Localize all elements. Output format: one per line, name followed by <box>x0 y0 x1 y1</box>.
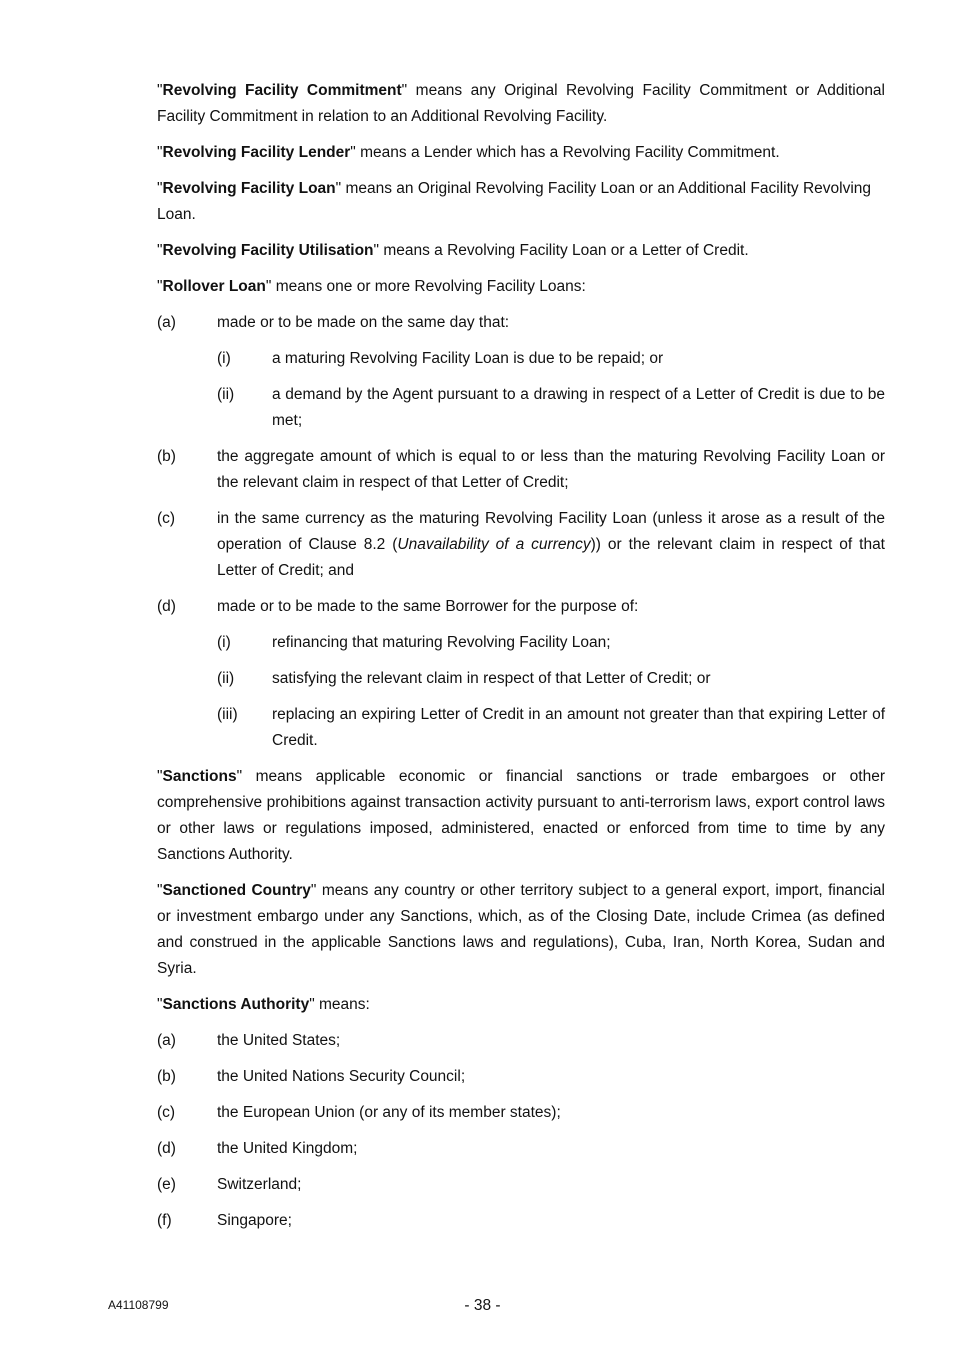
item-label: (a) <box>157 314 176 331</box>
item-label: (c) <box>157 510 176 527</box>
item-label: (i) <box>217 634 231 651</box>
definition-sanctions-authority: "Sanctions Authority" means: <box>157 996 370 1013</box>
item-label: (c) <box>157 1104 176 1121</box>
list-item <box>157 506 885 584</box>
sub-list-item <box>217 382 885 434</box>
defined-term: Revolving Facility Commitment <box>162 82 402 99</box>
list-item <box>157 594 885 620</box>
list-item <box>157 1064 885 1090</box>
item-text-part: in the same currency as the maturing Revolving Facility Loan (unless it arose as a result of the operation of Clause 8.2 ( <box>217 510 885 553</box>
definition-text: means: <box>314 996 370 1013</box>
sub-list-item <box>217 346 885 372</box>
item-text: a maturing Revolving Facility Loan is due to be repaid; or <box>272 350 664 367</box>
item-text: Singapore; <box>217 1212 292 1229</box>
item-text: the United States; <box>217 1032 341 1049</box>
item-text <box>217 506 885 584</box>
list-item <box>157 1100 885 1126</box>
item-text: replacing an expiring Letter of Credit in an amount not greater than that expiring Letter of Credit. <box>272 706 885 749</box>
definition-text: means any Original Revolving Facility Commitment or Additional Facility Commitment in relation to an Additional Revolving Facility. <box>157 82 885 125</box>
item-label: (ii) <box>217 670 235 687</box>
item-text: the European Union (or any of its member states); <box>217 1104 561 1121</box>
clause-reference: Unavailability of a currency <box>397 536 591 553</box>
definition-sanctions: "Sanctions" means applicable economic or financial sanctions or trade embargoes or other comprehensive prohibitions against transaction activity pursuant to anti-terrorism laws, export control laws or other laws or regulations imposed, administered, enacted or enforced from time to time by any Sanctions Authority. <box>157 768 885 863</box>
list-item <box>157 1028 885 1054</box>
item-label: (d) <box>157 1140 176 1157</box>
list-item <box>157 1208 885 1234</box>
item-text-part: )) or the relevant claim in respect of that Letter of Credit; and <box>217 536 885 579</box>
defined-term: Sanctions Authority <box>162 996 310 1013</box>
list-item <box>157 1136 885 1162</box>
item-label: (b) <box>157 448 176 465</box>
item-label: (iii) <box>217 706 238 723</box>
definition-text: means any country or other territory subject to a general export, import, financial or investment embargo under any Sanctions, which, as of the Closing Date, include Crimea (as defined and construed in the applicable Sanctions laws and regulations), Cuba, Iran, North Korea, Sudan and Syria. <box>157 882 885 977</box>
sub-list-item <box>217 666 885 692</box>
definition-text: means one or more Revolving Facility Loans: <box>271 278 586 295</box>
item-text: the aggregate amount of which is equal to or less than the maturing Revolving Facility Loan or the relevant claim in respect of that Letter of Credit; <box>217 448 885 491</box>
item-label: (a) <box>157 1032 176 1049</box>
item-text: made or to be made on the same day that: <box>217 314 510 331</box>
page-number: - 38 - <box>464 1297 501 1314</box>
definition-revolving-facility-lender: "Revolving Facility Lender" means a Lender which has a Revolving Facility Commitment. <box>157 144 780 161</box>
list-item <box>157 310 885 336</box>
defined-term: Revolving Facility Lender <box>162 144 351 161</box>
item-label: (e) <box>157 1176 176 1193</box>
definition-revolving-facility-utilisation: "Revolving Facility Utilisation" means a Revolving Facility Loan or a Letter of Credit. <box>157 242 749 259</box>
definition-sanctioned-country: "Sanctioned Country" means any country or other territory subject to a general export, import, financial or investment embargo under any Sanctions, which, as of the Closing Date, include Crimea (as defined and construed in the applicable Sanctions laws and regulations), Cuba, Iran, North Korea, Sudan and Syria. <box>157 882 885 977</box>
definition-revolving-facility-commitment: "Revolving Facility Commitment" means any Original Revolving Facility Commitment or Additional Facility Commitment in relation to an Additional Revolving Facility. <box>157 82 885 125</box>
document-id: A41108799 <box>108 1298 169 1312</box>
sub-list-item <box>217 702 885 754</box>
list-item <box>157 1172 885 1198</box>
definition-text: means a Lender which has a Revolving Facility Commitment. <box>355 144 780 161</box>
defined-term: Sanctions <box>162 768 237 785</box>
item-label: (i) <box>217 350 231 367</box>
item-text: a demand by the Agent pursuant to a drawing in respect of a Letter of Credit is due to be met; <box>272 386 885 429</box>
defined-term: Sanctioned Country <box>162 882 311 899</box>
item-label: (d) <box>157 598 176 615</box>
document-page <box>157 78 885 1244</box>
item-label: (b) <box>157 1068 176 1085</box>
definition-revolving-facility-loan: "Revolving Facility Loan" means an Original Revolving Facility Loan or an Additional Facility Revolving Loan. <box>157 180 872 223</box>
list-item <box>157 444 885 496</box>
item-text: satisfying the relevant claim in respect of that Letter of Credit; or <box>272 670 711 687</box>
item-text: the United Kingdom; <box>217 1140 358 1157</box>
sub-list-item <box>217 630 885 656</box>
item-text: Switzerland; <box>217 1176 302 1193</box>
defined-term: Revolving Facility Utilisation <box>162 242 374 259</box>
definition-text: means applicable economic or financial sanctions or trade embargoes or other comprehensive prohibitions against transaction activity pursuant to anti-terrorism laws, export control laws or other laws or regulations imposed, administered, enacted or enforced from time to time by any Sanctions Authority. <box>157 768 885 863</box>
definition-text: means an Original Revolving Facility Loan or an Additional Facility Revolving Loan. <box>157 180 872 223</box>
item-text: refinancing that maturing Revolving Facility Loan; <box>272 634 611 651</box>
definition-text: means a Revolving Facility Loan or a Letter of Credit. <box>379 242 749 259</box>
defined-term: Revolving Facility Loan <box>162 180 336 197</box>
item-text: made or to be made to the same Borrower for the purpose of: <box>217 598 639 615</box>
item-label: (f) <box>157 1212 172 1229</box>
item-label: (ii) <box>217 386 235 403</box>
defined-term: Rollover Loan <box>162 278 266 295</box>
item-text: the United Nations Security Council; <box>217 1068 466 1085</box>
definition-rollover-loan: "Rollover Loan" means one or more Revolving Facility Loans: <box>157 278 586 295</box>
